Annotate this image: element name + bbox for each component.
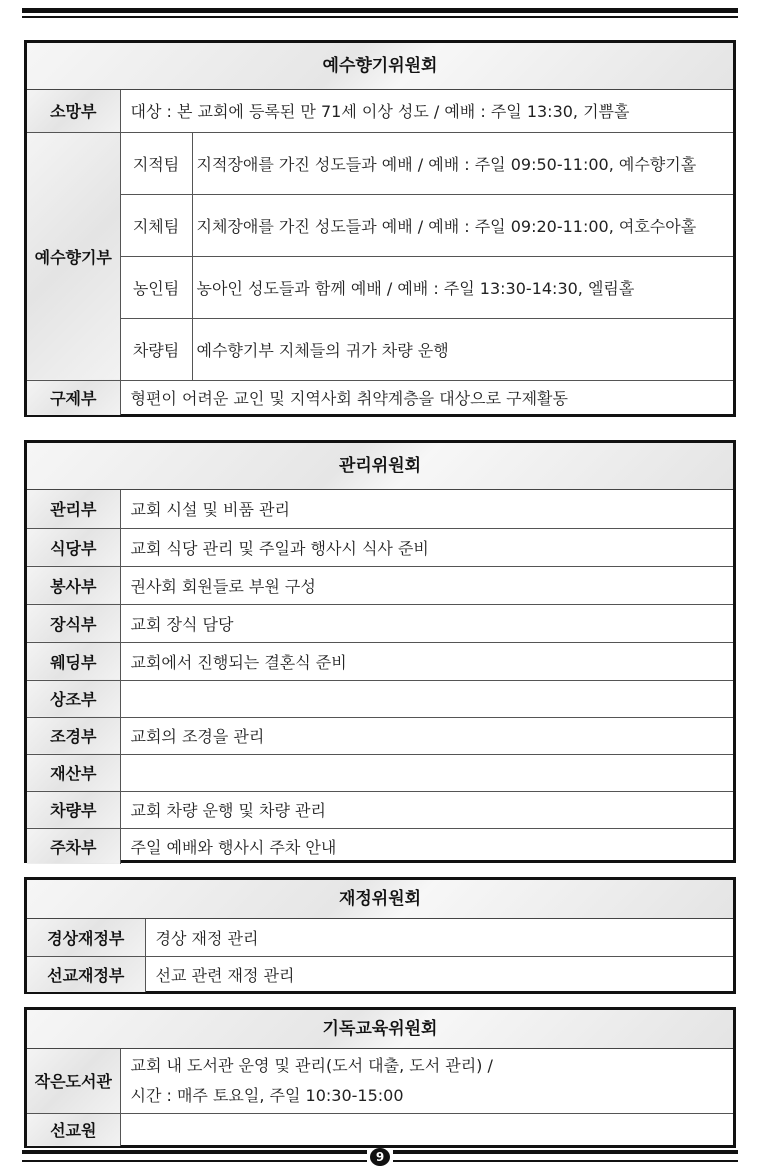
dept-name: 조경부: [27, 717, 120, 754]
team-desc: 예수향기부 지체들의 귀가 차량 운행: [192, 318, 733, 380]
section-table: [27, 490, 733, 864]
top-rule: [22, 8, 738, 18]
dept-name: 관리부: [27, 490, 120, 528]
dept-name: 선교재정부: [27, 956, 145, 992]
section-title: 관리위원회: [27, 443, 733, 490]
dept-name: 상조부: [27, 680, 120, 717]
section-table: [27, 1049, 733, 1146]
dept-desc: 교회에서 진행되는 결혼식 준비: [120, 642, 733, 680]
section-title: 기독교육위원회: [27, 1010, 733, 1049]
dept-desc: 교회 장식 담당: [120, 604, 733, 642]
dept-name: 소망부: [27, 90, 120, 132]
page-number: 9: [370, 1148, 390, 1166]
team-name: 지체팀: [120, 194, 192, 256]
section-christian-education: [24, 1007, 736, 1148]
section-yesu-hyanggi: [24, 40, 736, 417]
dept-name: 구제부: [27, 380, 120, 415]
dept-name: 봉사부: [27, 566, 120, 604]
dept-desc: 경상 재정 관리: [145, 919, 733, 956]
dept-desc: 권사회 회원들로 부원 구성: [120, 566, 733, 604]
dept-name: 재산부: [27, 754, 120, 791]
dept-name: 차량부: [27, 791, 120, 828]
dept-desc: 교회 차량 운행 및 차량 관리: [120, 791, 733, 828]
dept-desc: 교회 시설 및 비품 관리: [120, 490, 733, 528]
dept-desc: [120, 680, 733, 717]
dept-name: 경상재정부: [27, 919, 145, 956]
team-name: 차량팀: [120, 318, 192, 380]
team-name: 농인팀: [120, 256, 192, 318]
section-title: 재정위원회: [27, 880, 733, 919]
bottom-rule-right: [393, 1150, 738, 1162]
section-finance: [24, 877, 736, 994]
dept-desc: 형편이 어려운 교인 및 지역사회 취약계층을 대상으로 구제활동: [130, 389, 568, 409]
section-management: [24, 440, 736, 863]
team-name: 지적팀: [120, 132, 192, 194]
desc-line: 시간 : 매주 토요일, 주일 10:30-15:00: [130, 1085, 404, 1105]
section-table: [27, 919, 733, 992]
dept-name: 예수향기부: [27, 132, 120, 380]
dept-desc: [120, 754, 733, 791]
dept-name: 식당부: [27, 528, 120, 566]
team-desc: 지적장애를 가진 성도들과 예배 / 예배 : 주일 09:50-11:00, 예수향기홀: [192, 132, 733, 194]
section-table: [27, 90, 733, 415]
dept-name: 선교원: [27, 1113, 120, 1146]
dept-desc: [120, 1049, 733, 1113]
team-desc: 지체장애를 가진 성도들과 예배 / 예배 : 주일 09:20-11:00, 여호수아홀: [192, 194, 733, 256]
dept-desc: 교회의 조경을 관리: [120, 717, 733, 754]
dept-name: 작은도서관: [27, 1049, 120, 1113]
dept-desc: 주일 예배와 행사시 주차 안내: [130, 837, 337, 857]
desc-line: 교회 내 도서관 운영 및 관리(도서 대출, 도서 관리) /: [130, 1055, 493, 1075]
dept-name: 장식부: [27, 604, 120, 642]
dept-name: 웨딩부: [27, 642, 120, 680]
bottom-rule-left: [22, 1150, 367, 1162]
dept-desc: 대상 : 본 교회에 등록된 만 71세 이상 성도 / 예배 : 주일 13:30, 기쁨홀: [120, 90, 733, 132]
dept-name: 주차부: [27, 828, 120, 864]
dept-desc: [120, 1113, 733, 1146]
dept-desc: 교회 식당 관리 및 주일과 행사시 식사 준비: [120, 528, 733, 566]
section-title: 예수향기위원회: [27, 43, 733, 90]
team-desc: 농아인 성도들과 함께 예배 / 예배 : 주일 13:30-14:30, 엘림홀: [192, 256, 733, 318]
dept-desc: 선교 관련 재정 관리: [155, 965, 295, 985]
